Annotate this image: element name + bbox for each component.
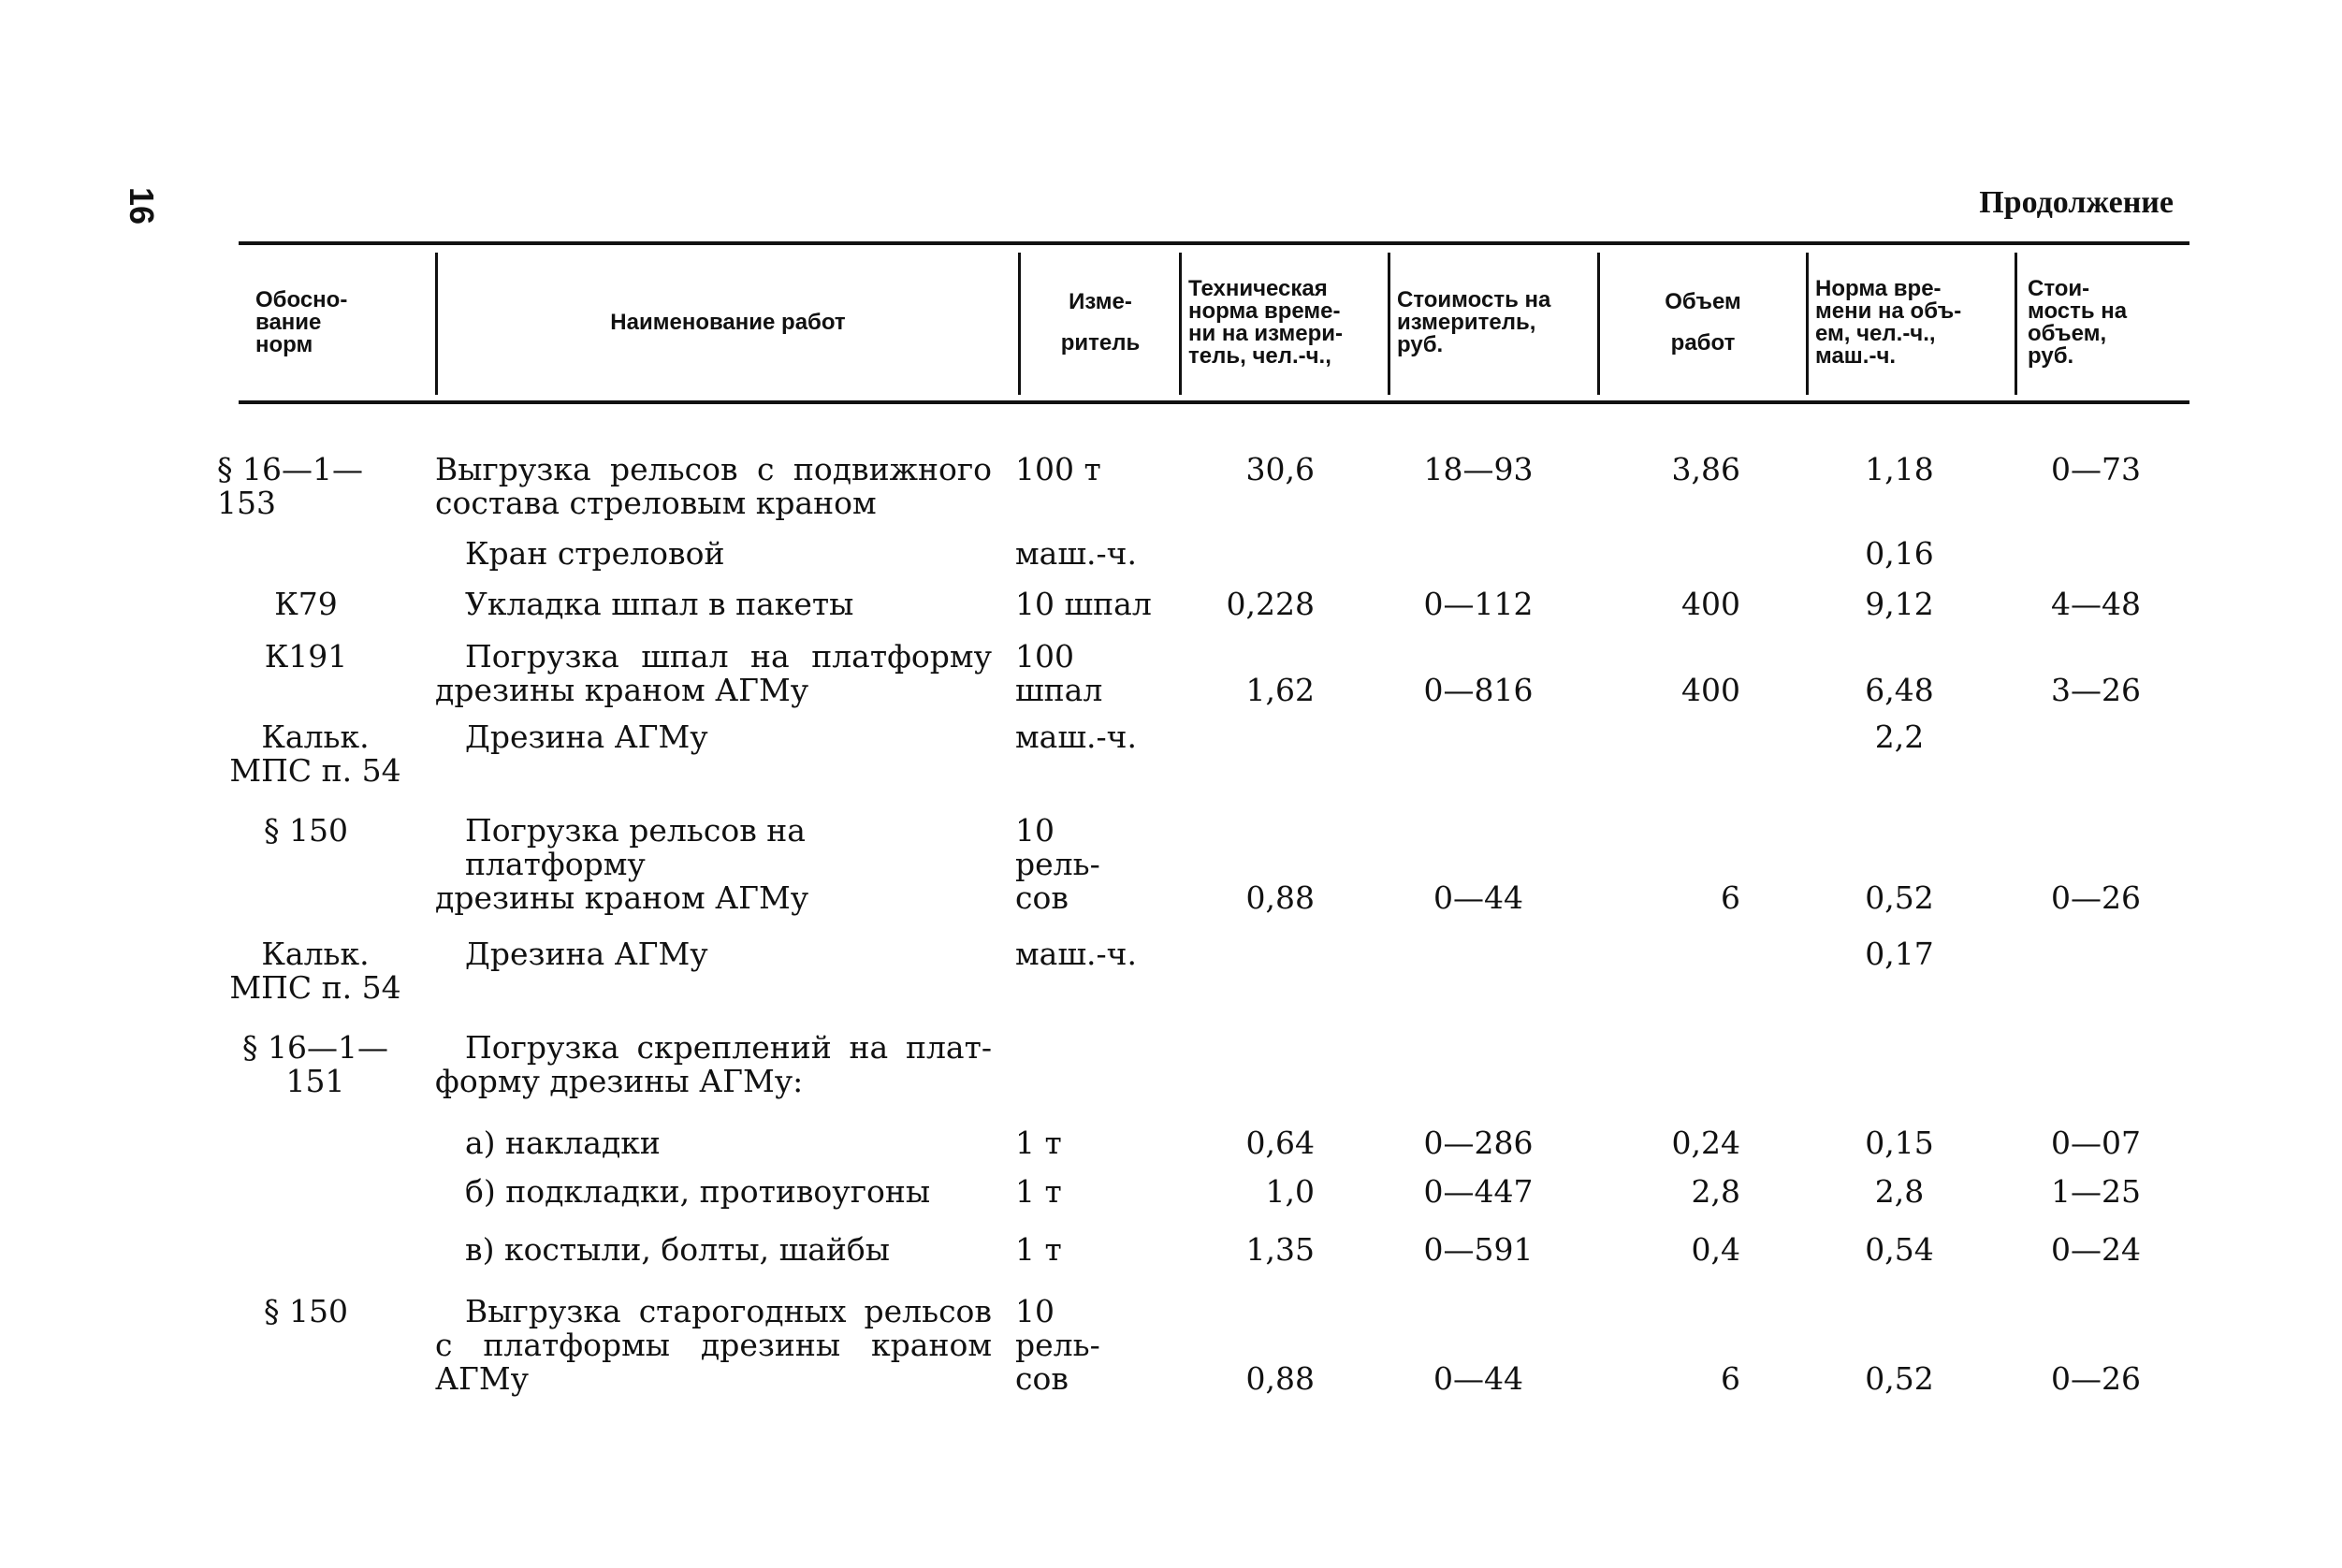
- header-bottom-rule: [239, 400, 2189, 404]
- unit-cell: 100 шпал: [1015, 638, 1103, 708]
- norm-cell: 1,0: [1265, 1173, 1315, 1210]
- header-volume: Объем работ: [1665, 289, 1741, 356]
- norm-cell: 30,6: [1245, 451, 1315, 487]
- cost-total-cell: 1—25: [2051, 1173, 2141, 1210]
- norm-cell: 1,62: [1245, 672, 1315, 708]
- norm-cell: 0,88: [1245, 879, 1315, 916]
- header-cost-total: Стои- мость на объем, руб.: [2028, 276, 2128, 369]
- cost-total-cell: 0—26: [2051, 1360, 2141, 1397]
- name-cell: Дрезина АГМу: [465, 936, 708, 972]
- volume-cell: 2,8: [1691, 1173, 1740, 1210]
- header-divider: [1179, 253, 1182, 395]
- header-basis: Обосно- вание норм: [255, 287, 348, 357]
- name-cell: Кран стреловой: [465, 535, 725, 572]
- cost-total-cell: 0—73: [2051, 451, 2141, 487]
- header-cost: Стоимость на измеритель, руб.: [1397, 287, 1551, 357]
- unit-cell: 1 т: [1015, 1231, 1062, 1268]
- header-divider: [1388, 253, 1390, 395]
- cost-cell: 0—591: [1423, 1231, 1534, 1268]
- unit-cell: 1 т: [1015, 1173, 1062, 1210]
- norm-total-cell: 9,12: [1865, 586, 1934, 622]
- name-cell: а) накладки: [465, 1125, 661, 1161]
- basis-cell: § 16—1— 151: [242, 1029, 388, 1099]
- basis-cell: Кальк. МПС п. 54: [229, 936, 401, 1006]
- table-header: [239, 245, 2189, 400]
- cost-cell: 0—112: [1423, 586, 1534, 622]
- volume-cell: 0,24: [1671, 1125, 1740, 1161]
- unit-cell: 10 рель- сов: [1015, 1293, 1100, 1397]
- unit-cell: маш.-ч.: [1015, 936, 1137, 972]
- norm-total-cell: 0,15: [1865, 1125, 1934, 1161]
- norm-total-cell: 2,8: [1874, 1173, 1925, 1210]
- name-cell: в) костыли, болты, шайбы: [465, 1231, 891, 1268]
- name-cell: Дрезина АГМу: [465, 719, 708, 755]
- basis-cell: § 150: [264, 1293, 348, 1329]
- cost-cell: 0—447: [1423, 1173, 1534, 1210]
- norm-total-cell: 0,52: [1865, 1360, 1934, 1397]
- unit-cell: 10 рель- сов: [1015, 812, 1100, 916]
- page-number: 16: [123, 187, 161, 225]
- name-cell: Выгрузка старогодных рельсов с платформы дрезины краном АГМу: [435, 1293, 992, 1397]
- cost-total-cell: 0—26: [2051, 879, 2141, 916]
- basis-cell: Кальк. МПС п. 54: [229, 719, 401, 789]
- header-name: Наименование работ: [610, 310, 846, 335]
- header-unit: Изме- ритель: [1060, 289, 1141, 356]
- cost-cell: 0—286: [1423, 1125, 1534, 1161]
- norm-cell: 0,88: [1245, 1360, 1315, 1397]
- cost-cell: 0—44: [1433, 1360, 1523, 1397]
- norm-total-cell: 0,54: [1865, 1231, 1934, 1268]
- unit-cell: 1 т: [1015, 1125, 1062, 1161]
- volume-cell: 6: [1721, 1360, 1740, 1397]
- cost-total-cell: 0—24: [2051, 1231, 2141, 1268]
- basis-cell: К191: [264, 638, 348, 675]
- continued-label: Продолжение: [1979, 185, 2174, 220]
- norm-cell: 0,228: [1226, 586, 1315, 622]
- header-norm: Техническая норма време- ни на измери- тель, чел.-ч.,: [1188, 276, 1344, 369]
- name-cell: Погрузка рельсов на платформу дрезины краном АГМу: [435, 812, 809, 916]
- cost-total-cell: 3—26: [2051, 672, 2141, 708]
- name-cell: Погрузка шпал на платформу дрезины краном АГМу: [435, 638, 992, 708]
- basis-cell: § 150: [264, 812, 348, 849]
- unit-cell: маш.-ч.: [1015, 719, 1137, 755]
- volume-cell: 3,86: [1671, 451, 1740, 487]
- header-divider: [2015, 253, 2017, 395]
- cost-cell: 18—93: [1423, 451, 1534, 487]
- cost-cell: 0—44: [1433, 879, 1523, 916]
- volume-cell: 0,4: [1691, 1231, 1740, 1268]
- name-cell: б) подкладки, противоугоны: [465, 1173, 931, 1210]
- volume-cell: 400: [1681, 672, 1740, 708]
- norm-cell: 0,64: [1245, 1125, 1315, 1161]
- header-norm-total: Норма вре- мени на объ- ем, чел.-ч., маш.-ч.: [1815, 276, 1962, 369]
- volume-cell: 400: [1681, 586, 1740, 622]
- unit-cell: маш.-ч.: [1015, 535, 1137, 572]
- name-cell: Погрузка скреплений на плат- форму дрезины АГМу:: [435, 1029, 992, 1099]
- header-divider: [1806, 253, 1809, 395]
- norm-total-cell: 6,48: [1865, 672, 1934, 708]
- cost-total-cell: 0—07: [2051, 1125, 2141, 1161]
- basis-cell: § 16—1— 153: [217, 451, 363, 521]
- cost-total-cell: 4—48: [2051, 586, 2141, 622]
- unit-cell: 10 шпал: [1015, 586, 1152, 622]
- volume-cell: 6: [1721, 879, 1740, 916]
- cost-cell: 0—816: [1423, 672, 1534, 708]
- norm-total-cell: 1,18: [1865, 451, 1934, 487]
- norm-total-cell: 2,2: [1874, 719, 1925, 755]
- norm-cell: 1,35: [1245, 1231, 1315, 1268]
- name-cell: Выгрузка рельсов с подвижного состава стреловым краном: [435, 451, 992, 521]
- name-cell: Укладка шпал в пакеты: [465, 586, 854, 622]
- basis-cell: К79: [274, 586, 338, 622]
- norm-total-cell: 0,16: [1865, 535, 1934, 572]
- norm-total-cell: 0,52: [1865, 879, 1934, 916]
- norm-total-cell: 0,17: [1865, 936, 1934, 972]
- unit-cell: 100 т: [1015, 451, 1101, 487]
